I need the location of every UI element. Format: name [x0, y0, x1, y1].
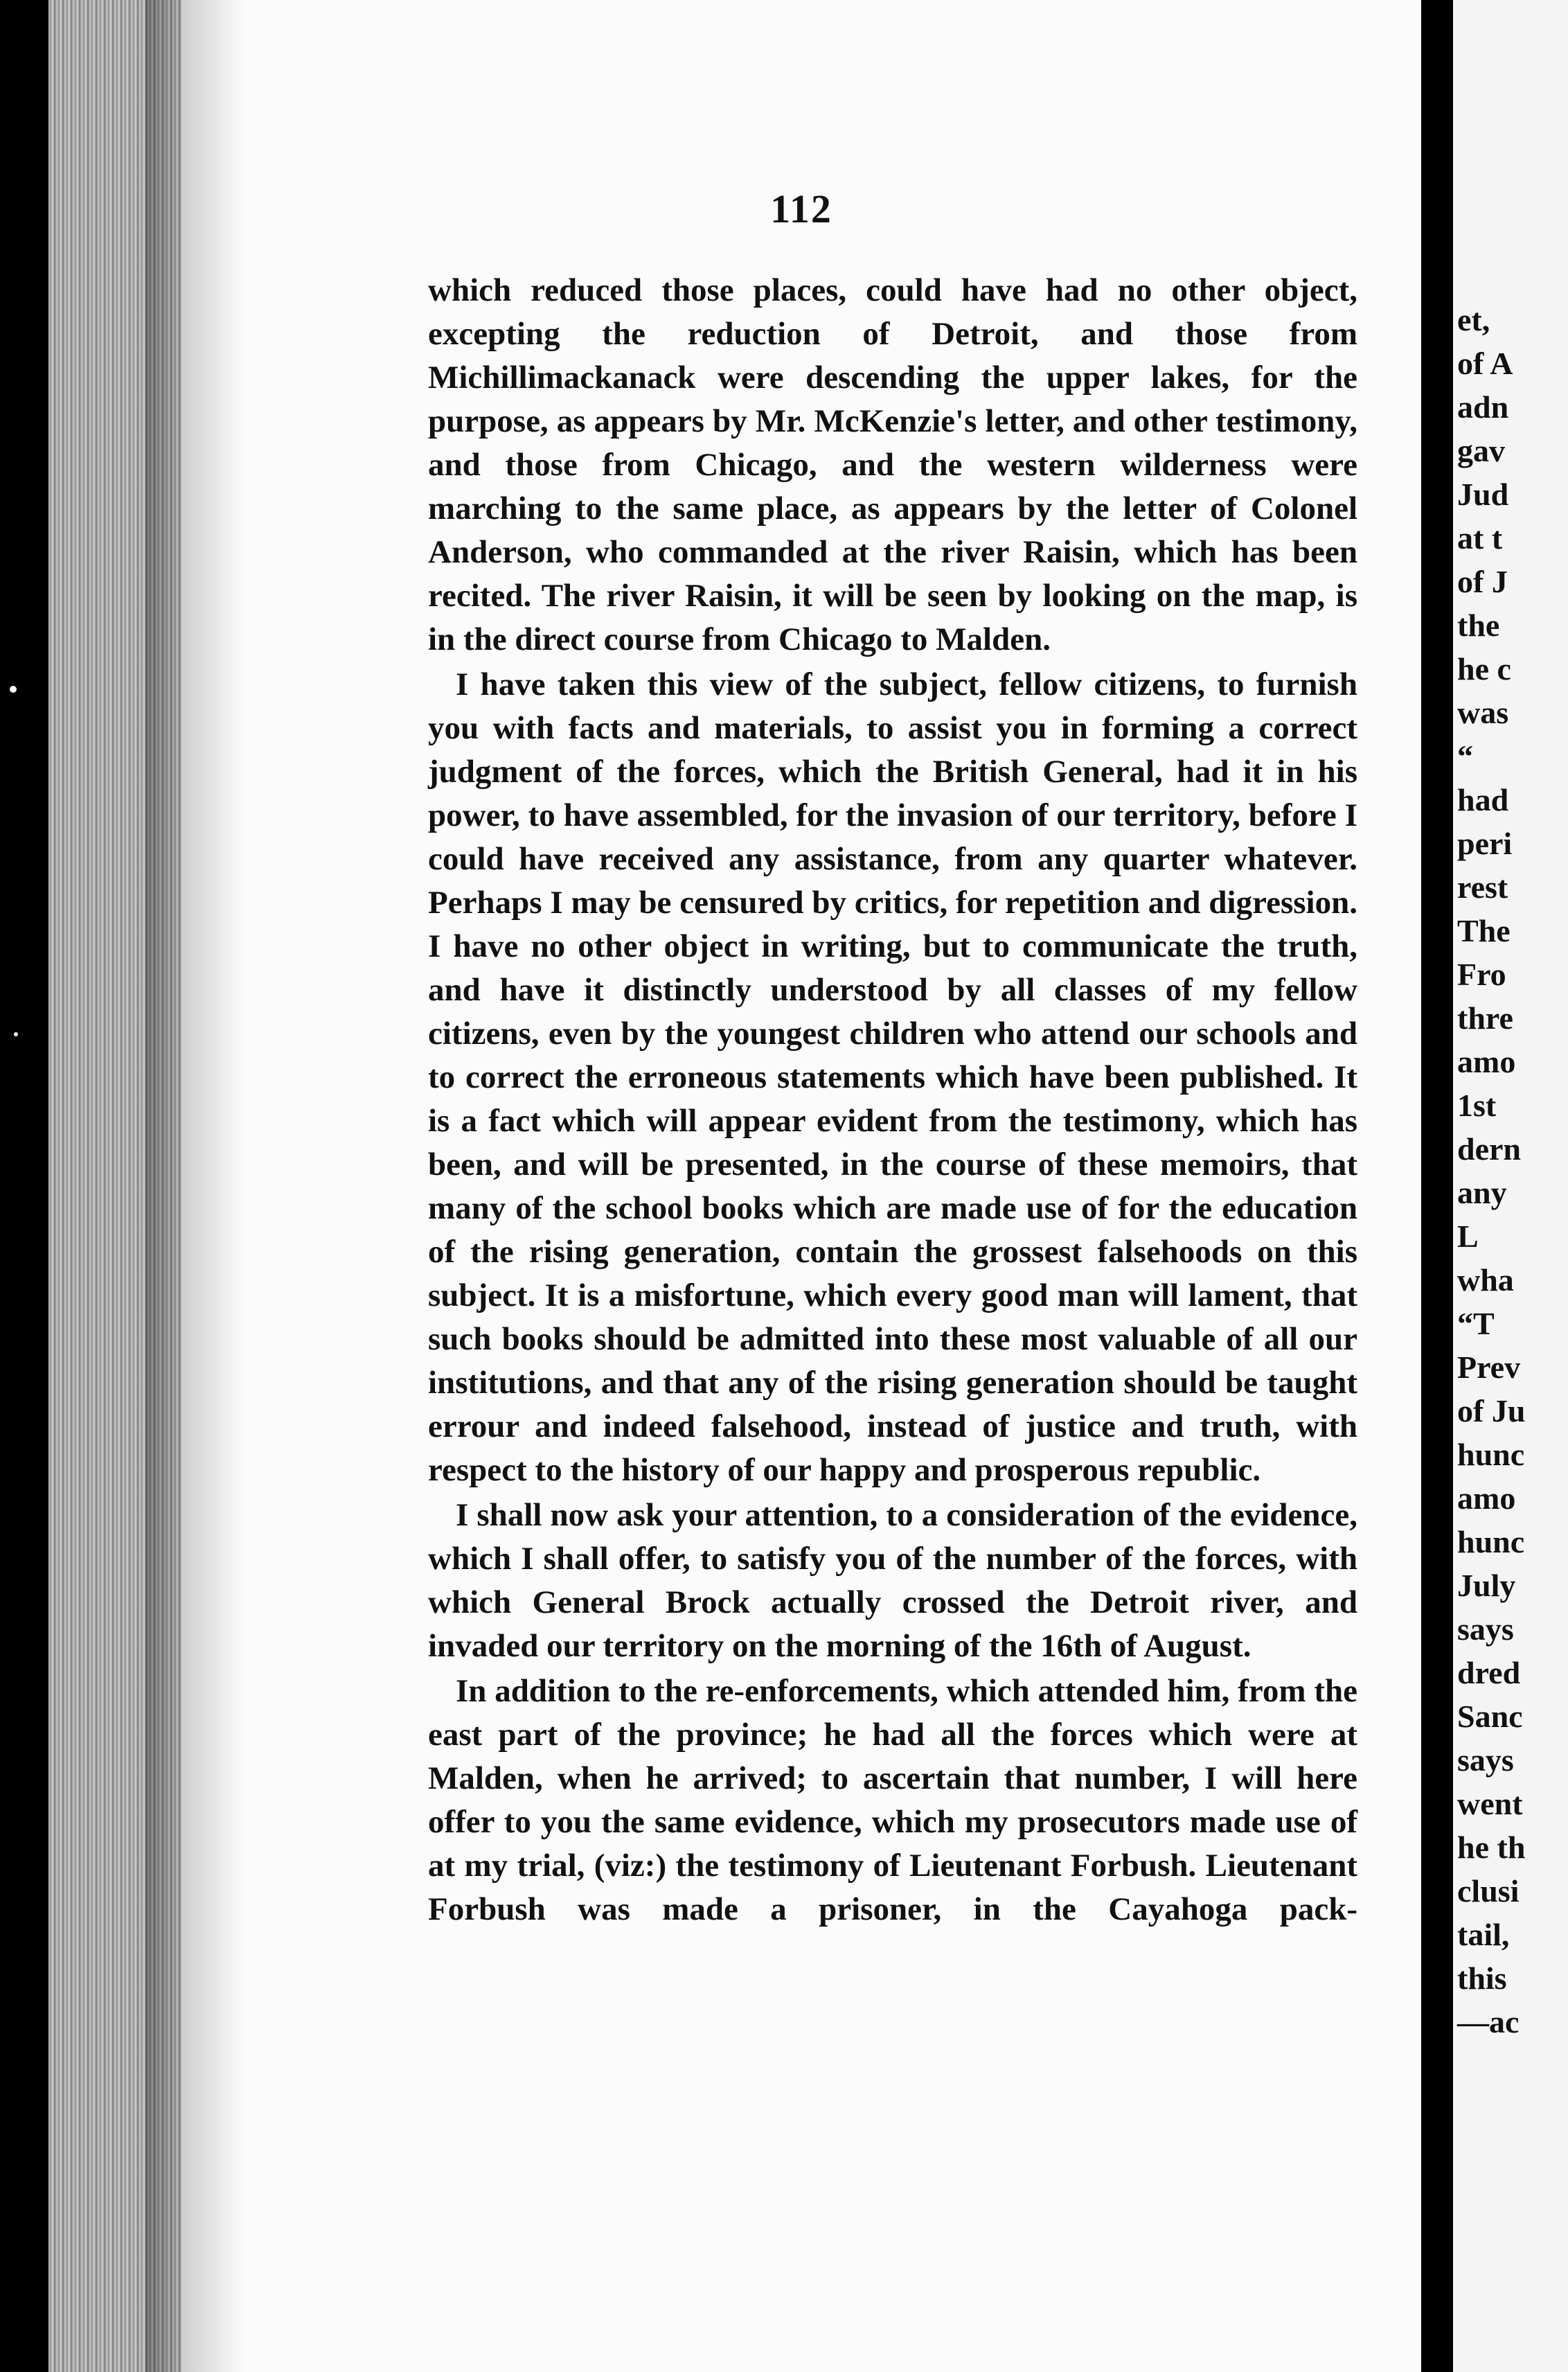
adjacent-line: —ac — [1457, 2004, 1520, 2039]
adjacent-line: “ — [1457, 738, 1473, 774]
adjacent-line: amo — [1457, 1480, 1516, 1516]
adjacent-line: was — [1457, 695, 1509, 730]
adjacent-line: hunc — [1457, 1437, 1525, 1472]
paragraph-4: In addition to the re-enforcements, which attended him, from the east part of the province; he had all the forces which were at Malden, when he arrived; to ascertain that number, I will here offer to you the same evidence, which my prosecutors made use of at my trial, (viz:) the testimony of Lieutenant Forbush. Lieutenant Forbush was made a prisoner, in the Cayahoga pack- — [428, 1673, 1357, 1927]
adjacent-line: amo — [1457, 1044, 1516, 1079]
adjacent-line: of Ju — [1457, 1393, 1526, 1428]
paragraph-2: I have taken this view of the subject, fellow citizens, to furnish you with facts and materials, to assist you in forming a correct judgment of the forces, which the British General, had it in his power, to have assembled, for the invasion of our territory, before I could have received any assistance, from any quarter whatever. Perhaps I may be censured by critics, for repetition and digression. I have no other object in writing, but to communicate the truth, and have it distinctly understood by all classes of my fellow citizens, even by the youngest children who attend our schools and to correct the erroneous statements which have been published. It is a fact which will appear evident from the testimony, which has been, and will be presented, in the course of these memoirs, that many of the school books which are made use of for the education of the rising generation, contain the grossest falsehoods on this subject. It is a misfortune, which every good man will lament, that such books should be admitted into these most valuable of all our institutions, and that any of the rising generation should be taught errour and indeed falsehood, instead of justice and truth, with respect to the history of our happy and prosperous republic. — [428, 666, 1357, 1488]
page-body — [428, 269, 1357, 1931]
adjacent-line: Fro — [1457, 957, 1506, 992]
adjacent-line: tail, — [1457, 1917, 1510, 1952]
book-fold — [1421, 0, 1453, 2372]
paragraph-1: which reduced those places, could have had no other object, excepting the reduction of Detroit, and those from Michillimackanack were descending the upper lakes, for the purpose, as appears by Mr. McKenzie's letter, and other testimony, and those from Chicago, and the western wilderness were marching to the same place, as appears by the letter of Colonel Anderson, who commanded at the river Raisin, which has been recited. The river Raisin, it will be seen by looking on the map, is in the direct course from Chicago to Malden. — [428, 272, 1357, 657]
adjacent-line: of A — [1457, 346, 1513, 381]
adjacent-line: had — [1457, 782, 1509, 817]
adjacent-line: dred — [1457, 1655, 1521, 1690]
adjacent-line: “T — [1457, 1306, 1495, 1341]
adjacent-line: of J — [1457, 564, 1508, 599]
adjacent-line: he th — [1457, 1830, 1526, 1865]
adjacent-line: hunc — [1457, 1524, 1525, 1559]
adjacent-line: the — [1457, 608, 1500, 643]
adjacent-line: says — [1457, 1742, 1514, 1778]
adjacent-line: this — [1457, 1961, 1507, 1996]
adjacent-line: says — [1457, 1611, 1514, 1647]
gutter-shade — [181, 0, 244, 2372]
adjacent-line: dern — [1457, 1131, 1521, 1167]
adjacent-line: any — [1457, 1175, 1507, 1210]
adjacent-line: July — [1457, 1568, 1516, 1603]
adjacent-line: The — [1457, 913, 1511, 948]
adjacent-line: peri — [1457, 826, 1513, 861]
page-number: 112 — [770, 186, 832, 231]
adjacent-line: clusi — [1457, 1873, 1520, 1909]
adjacent-line: L — [1457, 1219, 1479, 1254]
adjacent-line: at t — [1457, 520, 1503, 556]
adjacent-line: went — [1457, 1786, 1523, 1821]
adjacent-line: Prev — [1457, 1349, 1521, 1385]
paragraph-3: I shall now ask your attention, to a consideration of the evidence, which I shall offer, to satisfy you of the number of the forces, with which General Brock actually crossed the Detroit river, and invaded our territory on the morning of the 16th of August. — [428, 1497, 1357, 1664]
adjacent-line: thre — [1457, 1000, 1513, 1036]
adjacent-line: rest — [1457, 869, 1508, 905]
adjacent-line: wha — [1457, 1262, 1514, 1298]
scan-speck — [14, 1032, 18, 1036]
adjacent-page-text — [1457, 298, 1568, 2044]
adjacent-line: 1st — [1457, 1088, 1497, 1123]
page-edge-shadow — [145, 0, 187, 2372]
adjacent-line: he c — [1457, 651, 1511, 687]
scan-speck — [10, 686, 17, 693]
adjacent-line: adn — [1457, 389, 1509, 425]
adjacent-line: gav — [1457, 433, 1505, 468]
adjacent-line: Jud — [1457, 477, 1509, 512]
adjacent-line: et, — [1457, 302, 1490, 337]
adjacent-line: Sanc — [1457, 1699, 1523, 1734]
